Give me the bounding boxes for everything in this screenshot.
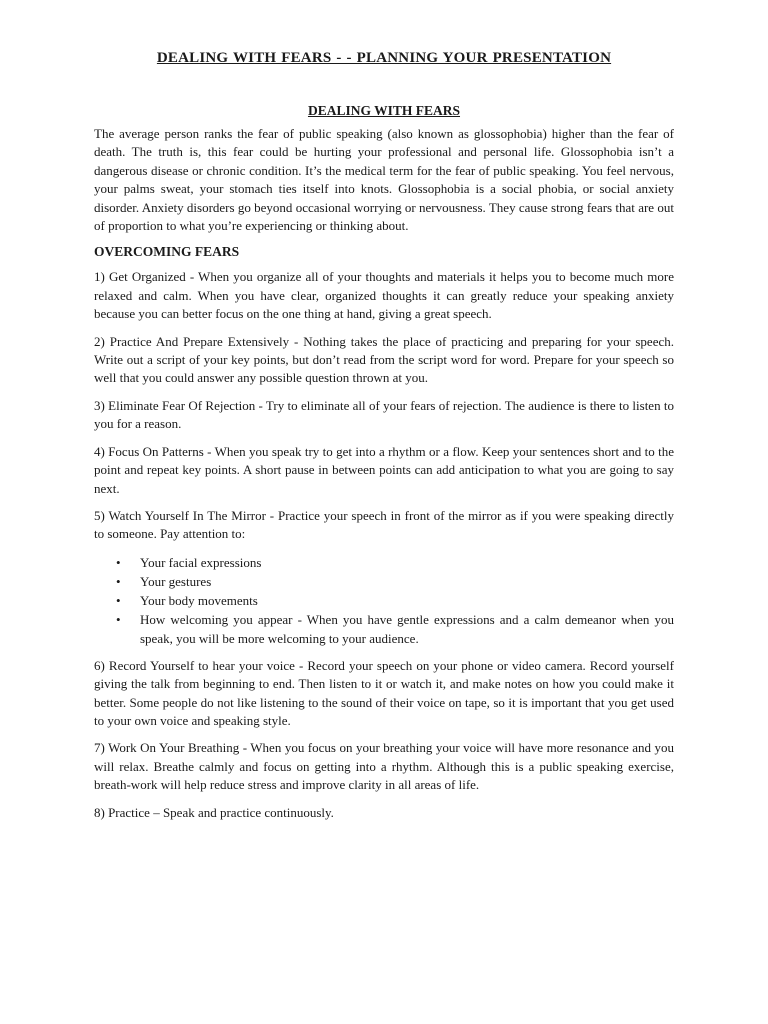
tip-paragraph: 7) Work On Your Breathing - When you focus on your breathing your voice will have more resonance and you will relax. Breathe calmly and focus on getting into a rhythm. Although this is a public speaking exercise, breath-work will help reduce stress and improve clarity in all areas of life. [94, 740, 674, 793]
bullet-text: Your body movements [140, 592, 258, 608]
bullet-icon: • [116, 554, 121, 570]
bullet-text: Your gestures [140, 573, 212, 589]
bullet-icon: • [116, 611, 121, 627]
bullet-text: Your facial expressions [140, 554, 262, 570]
bullet-item [94, 553, 674, 572]
overcoming-fears-heading: OVERCOMING FEARS [94, 244, 240, 260]
tip-paragraph: 3) Eliminate Fear Of Rejection - Try to eliminate all of your fears of rejection. The audience is there to listen to you for a reason. [94, 397, 674, 432]
bullet-icon: • [116, 573, 121, 589]
intro-paragraph: The average person ranks the fear of public speaking (also known as glossophobia) higher than the fear of death. The truth is, this fear could be hurting your professional and personal life. Glossophobia isn’t a dangerous disease or chronic condition. It’s the medical term for the fear of public speaking. You feel nervous, your palms sweat, your stomach ties itself into knots. Glossophobia is a social phobia, or social anxiety disorder. Anxiety disorders go beyond occasional worrying or nervousness. They cause strong fears that are out of proportion to what you’re experiencing or thinking about. [94, 126, 674, 234]
section-title: DEALING WITH FEARS [307, 103, 461, 118]
tip-paragraph: 6) Record Yourself to hear your voice - Record your speech on your phone or video camera. Record yourself giving the talk from beginning to end. Then listen to it or watch it, and make notes on how you could make it better. Some people do not like listening to the sound of their voice on tape, so it is important that you get used to your own voice and speaking style. [94, 657, 674, 728]
mirror-bullet-list [94, 553, 674, 648]
document-title: DEALING WITH FEARS - - PLANNING YOUR PRESENTATION [156, 50, 612, 66]
tip-paragraph: 5) Watch Yourself In The Mirror - Practice your speech in front of the mirror as if you were speaking directly to someone. Pay attention to: [94, 507, 674, 542]
bullet-item [94, 572, 674, 591]
tip-paragraph: 1) Get Organized - When you organize all of your thoughts and materials it helps you to become much more relaxed and calm. When you have clear, organized thoughts it can greatly reduce your speaking anxiety because you can better focus on the one thing at hand, giving a great speech. [94, 269, 674, 322]
tip-paragraph: 2) Practice And Prepare Extensively - Nothing takes the place of practicing and preparing for your speech. Write out a script of your key points, but don’t read from the script word for word. Prepare for your speech so well that you could answer any possible question thrown at you. [94, 333, 674, 386]
tip-paragraph: 8) Practice – Speak and practice continuously. [94, 804, 334, 820]
bullet-text: How welcoming you appear - When you have gentle expressions and a calm demeanor when you speak, you will be more welcoming to your audience. [140, 611, 674, 646]
bullet-item [94, 610, 674, 648]
document-page [94, 50, 674, 831]
bullet-icon: • [116, 592, 121, 608]
tip-paragraph: 4) Focus On Patterns - When you speak try to get into a rhythm or a flow. Keep your sentences short and to the point and repeat key points. A short pause in between points can add anticipation to what you are going to say next. [94, 443, 674, 496]
bullet-item [94, 591, 674, 610]
